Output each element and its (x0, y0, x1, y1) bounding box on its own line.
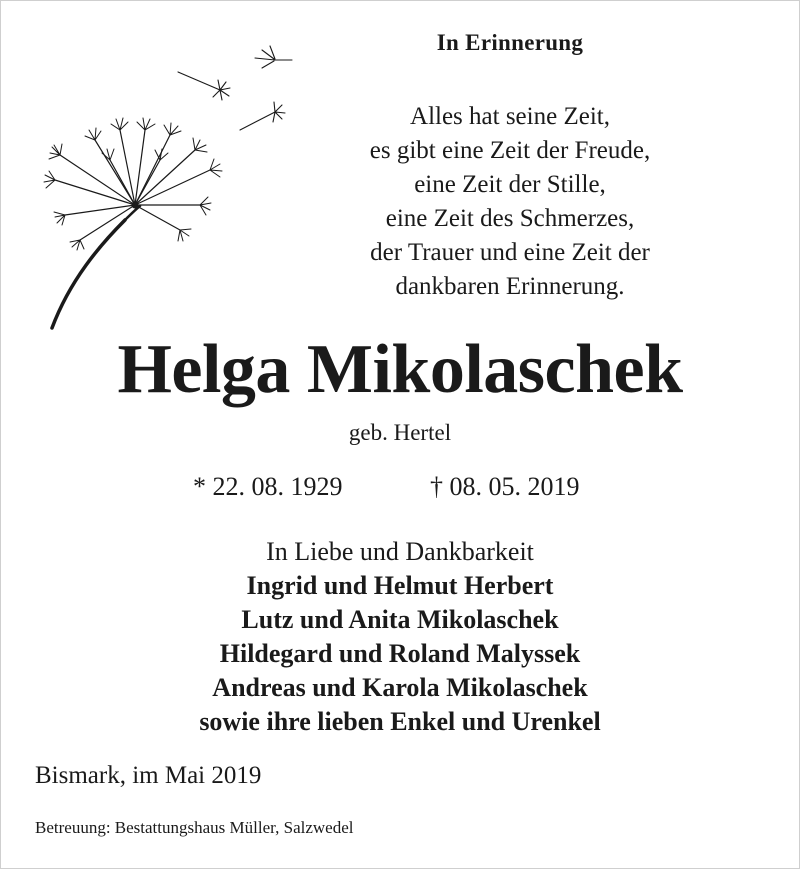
poem-line: eine Zeit des Schmerzes, (385, 205, 635, 232)
poem-line: Alles hat seine Zeit, (410, 103, 610, 130)
family-member: Lutz und Anita Mikolaschek (241, 605, 559, 634)
heading: In Erinnerung (436, 30, 584, 55)
poem-line: eine Zeit der Stille, (414, 171, 606, 198)
family-member: Andreas und Karola Mikolaschek (212, 673, 588, 702)
poem-line: dankbaren Erinnerung. (395, 273, 625, 300)
family-member: sowie ihre lieben Enkel und Urenkel (199, 707, 601, 736)
birth-date: * 22. 08. 1929 (193, 472, 343, 501)
funeral-home: Betreuung: Bestattungshaus Müller, Salzwedel (35, 818, 354, 837)
dandelion-icon (30, 30, 300, 340)
family-member: Hildegard und Roland Malyssek (219, 639, 581, 668)
family-member: Ingrid und Helmut Herbert (246, 571, 554, 600)
deceased-name: Helga Mikolaschek (117, 331, 683, 408)
maiden-name: geb. Hertel (348, 420, 452, 445)
death-date: † 08. 05. 2019 (430, 472, 580, 501)
place-date: Bismark, im Mai 2019 (35, 762, 262, 789)
family-section (0, 535, 800, 739)
poem (300, 100, 720, 304)
poem-line: der Trauer und eine Zeit der (370, 239, 650, 266)
family-intro: In Liebe und Dankbarkeit (266, 537, 534, 566)
poem-line: es gibt eine Zeit der Freude, (369, 137, 651, 164)
